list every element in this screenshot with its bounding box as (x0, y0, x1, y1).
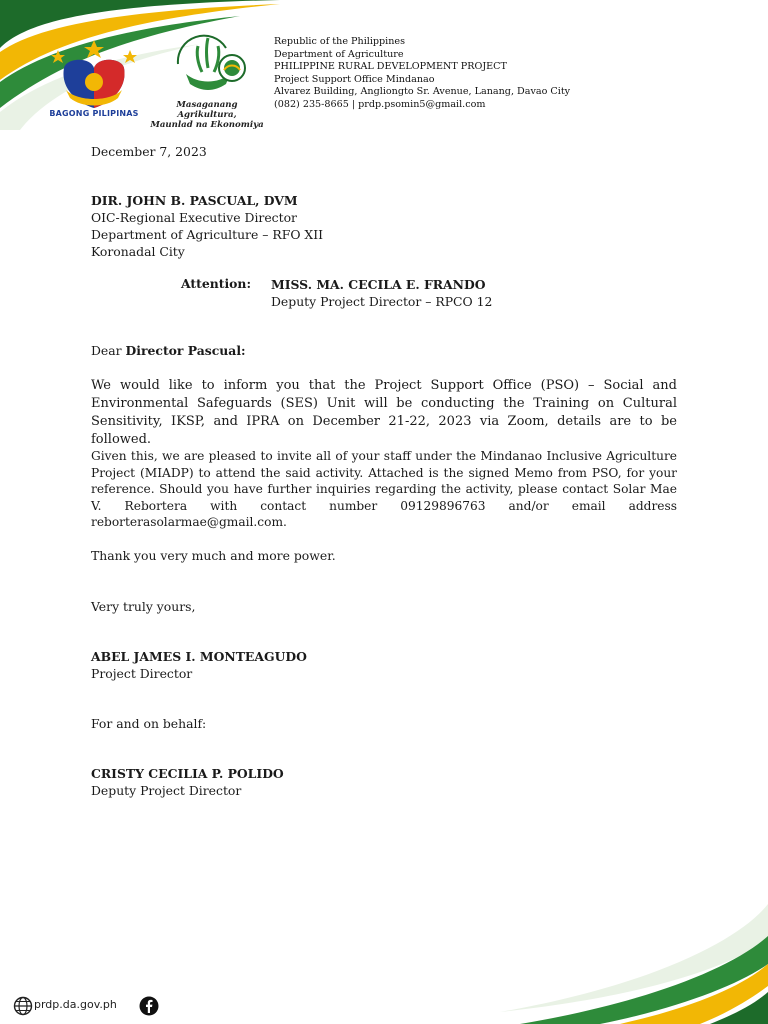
closing-line: Very truly yours, (91, 599, 196, 614)
tagline (148, 100, 266, 130)
signatory-1 (91, 648, 307, 682)
recipient-name: DIR. JOHN B. PASCUAL, DVM (91, 193, 298, 208)
signatory-2 (91, 765, 284, 799)
signatory-1-title: Project Director (91, 666, 193, 681)
recipient-title: OIC-Regional Executive Director (91, 210, 297, 225)
department-of-agriculture-seal-icon (168, 34, 248, 100)
paragraph-2: Given this, we are pleased to invite all of your staff under the Mindanao Inclusive Agriculture Project (MIADP) to attend the said activity. Attached is the signed Memo from PSO, for your reference. Should you have further inquiries regarding the activity, please contact Solar Mae V. Rebortera with contact number 09129896763 and/or email address reborterasolarmae@gmail.com. (91, 449, 677, 530)
header-address-block (274, 36, 570, 112)
signatory-1-name: ABEL JAMES I. MONTEAGUDO (91, 649, 307, 664)
attention-title: Deputy Project Director – RPCO 12 (271, 294, 493, 309)
salutation-prefix: Dear (91, 343, 126, 358)
behalf-line: For and on behalf: (91, 716, 207, 731)
header-line: Department of Agriculture (274, 48, 404, 60)
salutation-name: Director Pascual: (125, 343, 246, 358)
tagline-line2: Maunlad na Ekonomiya (150, 120, 264, 130)
salutation (91, 342, 246, 359)
letter-date: December 7, 2023 (91, 144, 207, 159)
recipient-office: Department of Agriculture – RFO XII (91, 227, 324, 242)
signatory-2-name: CRISTY CECILIA P. POLIDO (91, 766, 284, 781)
header-line: (082) 235-8665 | prdp.psomin5@gmail.com (274, 98, 486, 110)
attention-block (271, 276, 492, 310)
website-link[interactable]: prdp.da.gov.ph (34, 998, 117, 1011)
attention-label: Attention: (181, 276, 252, 291)
paragraph-1: We would like to inform you that the Project Support Office (PSO) – Social and Environmental Safeguards (SES) Unit will be conducting the Training on Cultural Sensitivity, IKSP, and IPRA on December 21-22, 2023 via Zoom, details are to be followed. (91, 378, 677, 447)
header-line: Alvarez Building, Angliongto Sr. Avenue, Lanang, Davao City (274, 86, 571, 98)
thanks-line: Thank you very much and more power. (91, 548, 336, 563)
tagline-line1: Masaganang Agrikultura, (176, 100, 238, 120)
signatory-2-title: Deputy Project Director (91, 783, 242, 798)
globe-icon (13, 996, 33, 1016)
attention-name: MISS. MA. CECILA E. FRANDO (271, 277, 486, 292)
facebook-icon[interactable] (139, 996, 159, 1016)
header-line: PHILIPPINE RURAL DEVELOPMENT PROJECT (274, 61, 507, 73)
header-line: Project Support Office Mindanao (274, 73, 435, 85)
recipient-block (91, 192, 323, 260)
header-line: Republic of the Philippines (274, 36, 406, 47)
recipient-city: Koronadal City (91, 244, 185, 259)
bagong-pilipinas-text: BAGONG PILIPINAS (49, 109, 139, 118)
